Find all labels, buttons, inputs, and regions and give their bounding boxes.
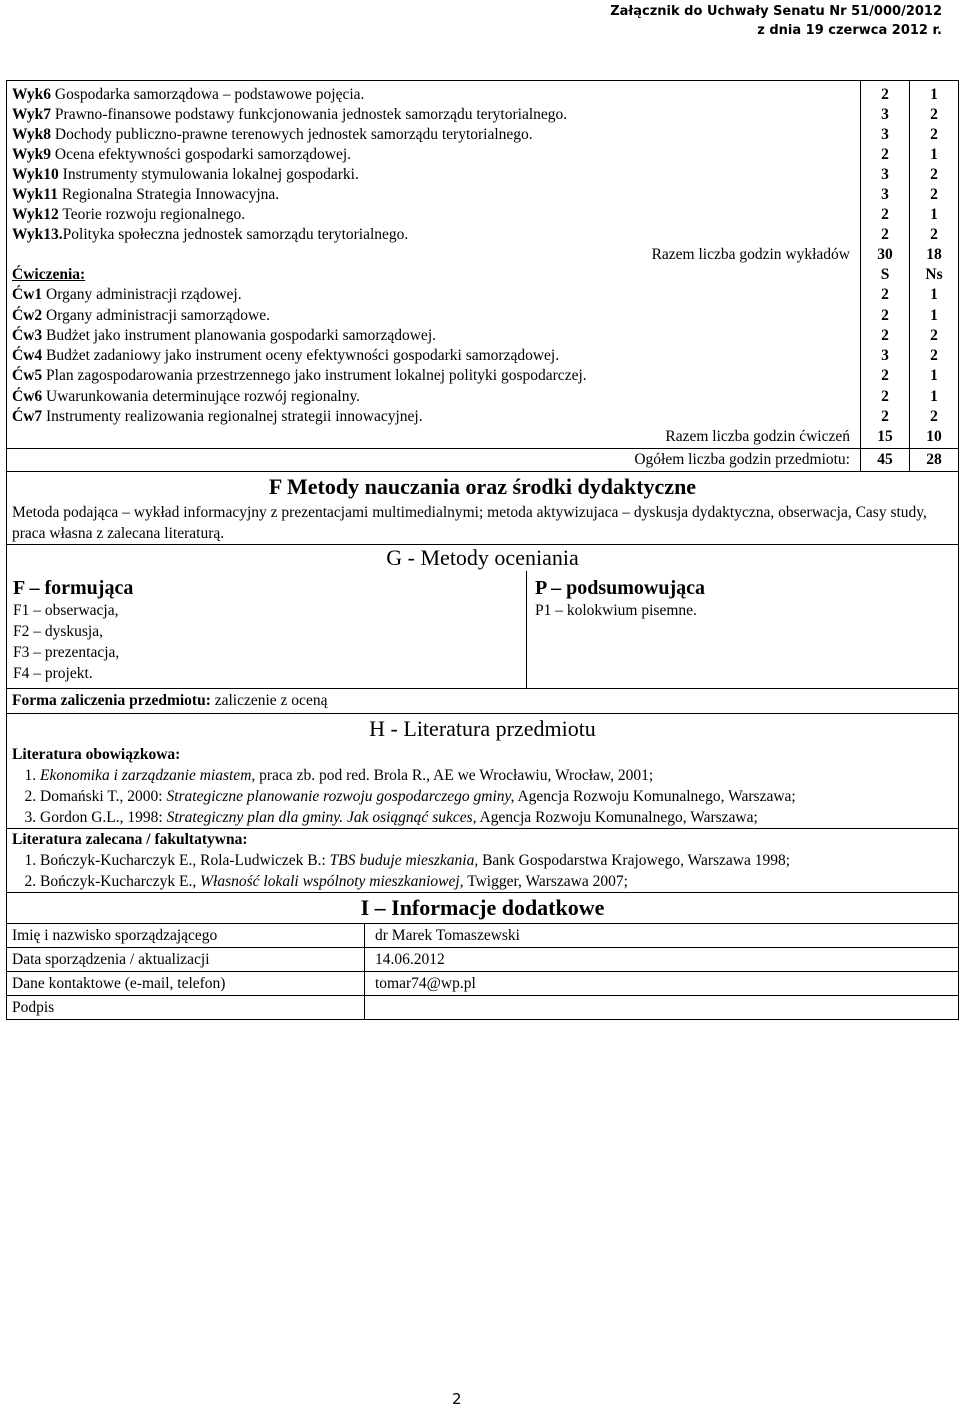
literature-item xyxy=(40,871,953,892)
literature-item-author: Domański T., 2000: xyxy=(40,787,167,805)
lecture-row xyxy=(7,165,958,185)
exercise-description: Plan zagospodarowania przestrzennego jako instrument lokalnej polityki gospodarczej. xyxy=(42,367,587,385)
lecture-hours-s: 2 xyxy=(860,205,909,225)
info-label: Podpis xyxy=(7,996,365,1019)
exercise-description: Budżet jako instrument planowania gospodarki samorządowej. xyxy=(42,326,436,344)
info-value xyxy=(365,996,958,1019)
literature-item-author: Gordon G.L., 1998: xyxy=(40,808,167,826)
exercise-hours-s: 2 xyxy=(860,306,909,326)
lecture-description: Ocena efektywności gospodarki samorządowej. xyxy=(51,146,352,163)
lecture-hours-ns: 1 xyxy=(909,205,958,225)
exercise-text xyxy=(7,346,860,366)
lecture-description: Instrumenty stymulowania lokalnej gospodarki. xyxy=(58,166,359,183)
exercise-hours-ns: 1 xyxy=(909,387,958,407)
literature-item-details: Agencja Rozwoju Komunalnego, Warszawa; xyxy=(476,808,758,826)
exercise-header-ns: Ns xyxy=(909,265,958,285)
info-label: Imię i nazwisko sporządzającego xyxy=(7,924,365,947)
exercise-row xyxy=(7,346,958,366)
grand-total-label: Ogółem liczba godzin przedmiotu: xyxy=(634,450,850,468)
literature-item-details: praca zb. pod red. Brola R., AE we Wrocławiu, Wrocław, 2001; xyxy=(255,766,654,784)
exercise-header-row xyxy=(7,265,958,285)
methods-title: F Metody nauczania oraz środki dydaktyczne xyxy=(7,471,958,502)
lecture-code: Wyk7 xyxy=(12,106,52,123)
formative-column xyxy=(7,571,527,688)
lecture-total-label: Razem liczba godzin wykładów xyxy=(651,246,850,263)
info-value: tomar74@wp.pl xyxy=(375,974,476,992)
info-row xyxy=(7,995,958,1019)
lecture-code: Wyk10 xyxy=(12,166,59,183)
required-literature-label: Literatura obowiązkowa: xyxy=(12,745,181,763)
exercise-description: Uwarunkowania determinujące rozwój regionalny. xyxy=(42,387,361,405)
summative-item: P1 – kolokwium pisemne. xyxy=(535,601,697,619)
lecture-description: Polityka społeczna jednostek samorządu terytorialnego. xyxy=(62,226,409,243)
exercise-hours-s: 2 xyxy=(860,285,909,305)
lecture-hours-ns: 2 xyxy=(909,105,958,125)
exercise-row xyxy=(7,387,958,407)
lecture-total-row xyxy=(7,245,958,265)
lecture-row xyxy=(7,185,958,205)
lecture-hours-s: 3 xyxy=(860,125,909,145)
literature-title: H - Literatura przedmiotu xyxy=(7,713,958,744)
lecture-row xyxy=(7,125,958,145)
literature-item-title: Własność lokali wspólnoty mieszkaniowej xyxy=(200,872,460,890)
exercise-row xyxy=(7,366,958,386)
exercise-code: Ćw4 xyxy=(12,347,43,365)
lecture-description: Dochody publiczno-prawne terenowych jednostek samorządu terytorialnego. xyxy=(51,126,533,143)
formative-item: F3 – prezentacja, xyxy=(13,643,120,661)
recommended-literature-list xyxy=(12,850,953,892)
lecture-hours-s: 2 xyxy=(860,225,909,245)
formative-list xyxy=(13,600,520,684)
exercise-code: Ćw5 xyxy=(12,367,43,385)
literature-item xyxy=(40,765,953,786)
grand-total-s: 45 xyxy=(860,449,909,471)
literature-item xyxy=(40,786,953,807)
literature-item xyxy=(40,850,953,871)
lecture-description: Teorie rozwoju regionalnego. xyxy=(58,206,246,223)
lecture-row xyxy=(7,225,958,245)
lecture-code: Wyk11 xyxy=(12,186,58,203)
lecture-text xyxy=(7,185,860,205)
grand-total-row xyxy=(7,448,958,471)
info-label: Dane kontaktowe (e-mail, telefon) xyxy=(7,972,365,995)
info-row xyxy=(7,971,958,995)
lecture-description: Gospodarka samorządowa – podstawowe pojęcia. xyxy=(51,86,365,103)
grand-total-ns: 28 xyxy=(909,449,958,471)
exercise-description: Organy administracji samorządowe. xyxy=(42,306,270,324)
lecture-description: Prawno-finansowe podstawy funkcjonowania jednostek samorządu terytorialnego. xyxy=(51,106,568,123)
exercise-header-s: S xyxy=(860,265,909,285)
info-value: dr Marek Tomaszewski xyxy=(375,926,520,944)
lecture-text xyxy=(7,125,860,145)
lecture-text xyxy=(7,85,860,105)
literature-item-title: Strategiczne planowanie rozwoju gospodarczego gminy, xyxy=(166,787,515,805)
info-value: 14.06.2012 xyxy=(375,950,445,968)
exercise-hours-ns: 2 xyxy=(909,346,958,366)
lecture-hours-s: 3 xyxy=(860,105,909,125)
lecture-total-s: 30 xyxy=(860,245,909,265)
exercise-text xyxy=(7,326,860,346)
header-line-2: z dnia 19 czerwca 2012 r. xyxy=(757,23,942,38)
exercise-code: Ćw1 xyxy=(12,286,43,304)
lecture-row xyxy=(7,145,958,165)
lecture-hours-ns: 1 xyxy=(909,85,958,105)
lecture-code: Wyk6 xyxy=(12,86,52,103)
formative-item: F4 – projekt. xyxy=(13,664,93,682)
assessment-title: G - Metody oceniania xyxy=(7,544,958,571)
lecture-text xyxy=(7,165,860,185)
lecture-hours-s: 3 xyxy=(860,165,909,185)
assessment-columns xyxy=(7,571,958,688)
lecture-hours-s: 2 xyxy=(860,85,909,105)
lecture-text xyxy=(7,145,860,165)
literature-item-details: Bank Gospodarstwa Krajowego, Warszawa 1998; xyxy=(478,851,791,869)
info-table xyxy=(7,923,958,1019)
exercise-description: Instrumenty realizowania regionalnej strategii innowacyjnej. xyxy=(42,408,423,426)
exercise-text xyxy=(7,366,860,386)
literature-item-author: Bończyk-Kucharczyk E., xyxy=(40,872,201,890)
lecture-row xyxy=(7,205,958,225)
exercise-total-label: Razem liczba godzin ćwiczeń xyxy=(665,428,850,446)
lecture-total-ns: 18 xyxy=(909,245,958,265)
recommended-literature-section xyxy=(7,828,958,892)
exercise-hours-s: 2 xyxy=(860,326,909,346)
exercise-code: Ćw6 xyxy=(12,387,43,405)
exercise-text xyxy=(7,306,860,326)
exercise-description: Budżet zadaniowy jako instrument oceny efektywności gospodarki samorządowej. xyxy=(42,347,560,365)
lecture-hours-s: 3 xyxy=(860,185,909,205)
page-number: 2 xyxy=(452,1390,462,1408)
info-row xyxy=(7,923,958,947)
info-label: Data sporządzenia / aktualizacji xyxy=(7,948,365,971)
summative-column xyxy=(527,571,958,688)
exercise-description: Organy administracji rządowej. xyxy=(42,286,242,304)
lecture-hours-ns: 1 xyxy=(909,145,958,165)
exercise-row xyxy=(7,285,958,305)
exercise-hours-s: 3 xyxy=(860,346,909,366)
lecture-row xyxy=(7,85,958,105)
literature-item-title: TBS buduje mieszkania, xyxy=(329,851,479,869)
exercise-code: Ćw2 xyxy=(12,306,43,324)
lecture-hours-ns: 2 xyxy=(909,125,958,145)
literature-item-details: Agencja Rozwoju Komunalnego, Warszawa; xyxy=(514,787,796,805)
methods-text: Metoda podająca – wykład informacyjny z prezentacjami multimedialnymi; metoda aktywizujaca – dyskusja dydaktyczna, obserwacja, Casy study, praca własna z zalecana literaturą. xyxy=(12,503,927,542)
formative-item: F1 – obserwacja, xyxy=(13,601,119,619)
exercise-row xyxy=(7,306,958,326)
exercise-hours-ns: 2 xyxy=(909,326,958,346)
lecture-code: Wyk8 xyxy=(12,126,52,143)
lecture-description: Regionalna Strategia Innowacyjna. xyxy=(57,186,280,203)
lecture-text xyxy=(7,225,860,245)
literature-item-title: Ekonomika i zarządzanie miastem, xyxy=(40,766,256,784)
exercises-heading: Ćwiczenia: xyxy=(12,266,86,283)
summative-list xyxy=(535,600,950,621)
exercise-hours-ns: 1 xyxy=(909,285,958,305)
lecture-text xyxy=(7,105,860,125)
lecture-code: Wyk12 xyxy=(12,206,59,223)
lecture-code: Wyk9 xyxy=(12,146,52,163)
lecture-hours-ns: 2 xyxy=(909,165,958,185)
exercise-hours-ns: 1 xyxy=(909,306,958,326)
literature-item-details: , Twigger, Warszawa 2007; xyxy=(459,872,628,890)
recommended-literature-label: Literatura zalecana / fakultatywna: xyxy=(12,830,248,848)
exercise-code: Ćw3 xyxy=(12,326,43,344)
info-title: I – Informacje dodatkowe xyxy=(7,892,958,923)
exercise-text xyxy=(7,285,860,305)
formative-item: F2 – dyskusja, xyxy=(13,622,103,640)
exercise-row xyxy=(7,326,958,346)
literature-item-author: Bończyk-Kucharczyk E., Rola-Ludwiczek B.: xyxy=(40,851,330,869)
course-document xyxy=(6,80,959,1020)
exercise-hours-s: 2 xyxy=(860,366,909,386)
exercise-total-row xyxy=(7,427,958,447)
lecture-hours-ns: 2 xyxy=(909,225,958,245)
literature-item-title: Strategiczny plan dla gminy. Jak osiągnąć sukces, xyxy=(166,808,477,826)
exercise-hours-ns: 1 xyxy=(909,366,958,386)
lecture-text xyxy=(7,205,860,225)
summative-title: P – podsumowująca xyxy=(535,576,706,599)
exercise-hours-ns: 2 xyxy=(909,407,958,427)
required-literature-list xyxy=(12,765,953,828)
exercise-text xyxy=(7,387,860,407)
exercise-row xyxy=(7,407,958,427)
lecture-row xyxy=(7,105,958,125)
exercise-hours-s: 2 xyxy=(860,407,909,427)
assessment-form-value: zaliczenie z oceną xyxy=(210,691,328,709)
lecture-hours-ns: 2 xyxy=(909,185,958,205)
assessment-form-label: Forma zaliczenia przedmiotu: xyxy=(12,691,211,709)
literature-section xyxy=(7,744,958,828)
literature-item xyxy=(40,807,953,828)
formative-title: F – formująca xyxy=(13,576,134,599)
lecture-list xyxy=(7,81,958,265)
lecture-code: Wyk13. xyxy=(12,226,63,243)
info-row xyxy=(7,947,958,971)
exercise-list xyxy=(7,265,958,471)
assessment-form-row xyxy=(7,688,958,713)
exercise-hours-s: 2 xyxy=(860,387,909,407)
header-line-1: Załącznik do Uchwały Senatu Nr 51/000/2012 xyxy=(610,4,942,19)
exercise-total-s: 15 xyxy=(860,427,909,447)
lecture-hours-s: 2 xyxy=(860,145,909,165)
document-header xyxy=(610,2,942,40)
exercise-code: Ćw7 xyxy=(12,408,43,426)
exercise-total-ns: 10 xyxy=(909,427,958,447)
exercise-text xyxy=(7,407,860,427)
